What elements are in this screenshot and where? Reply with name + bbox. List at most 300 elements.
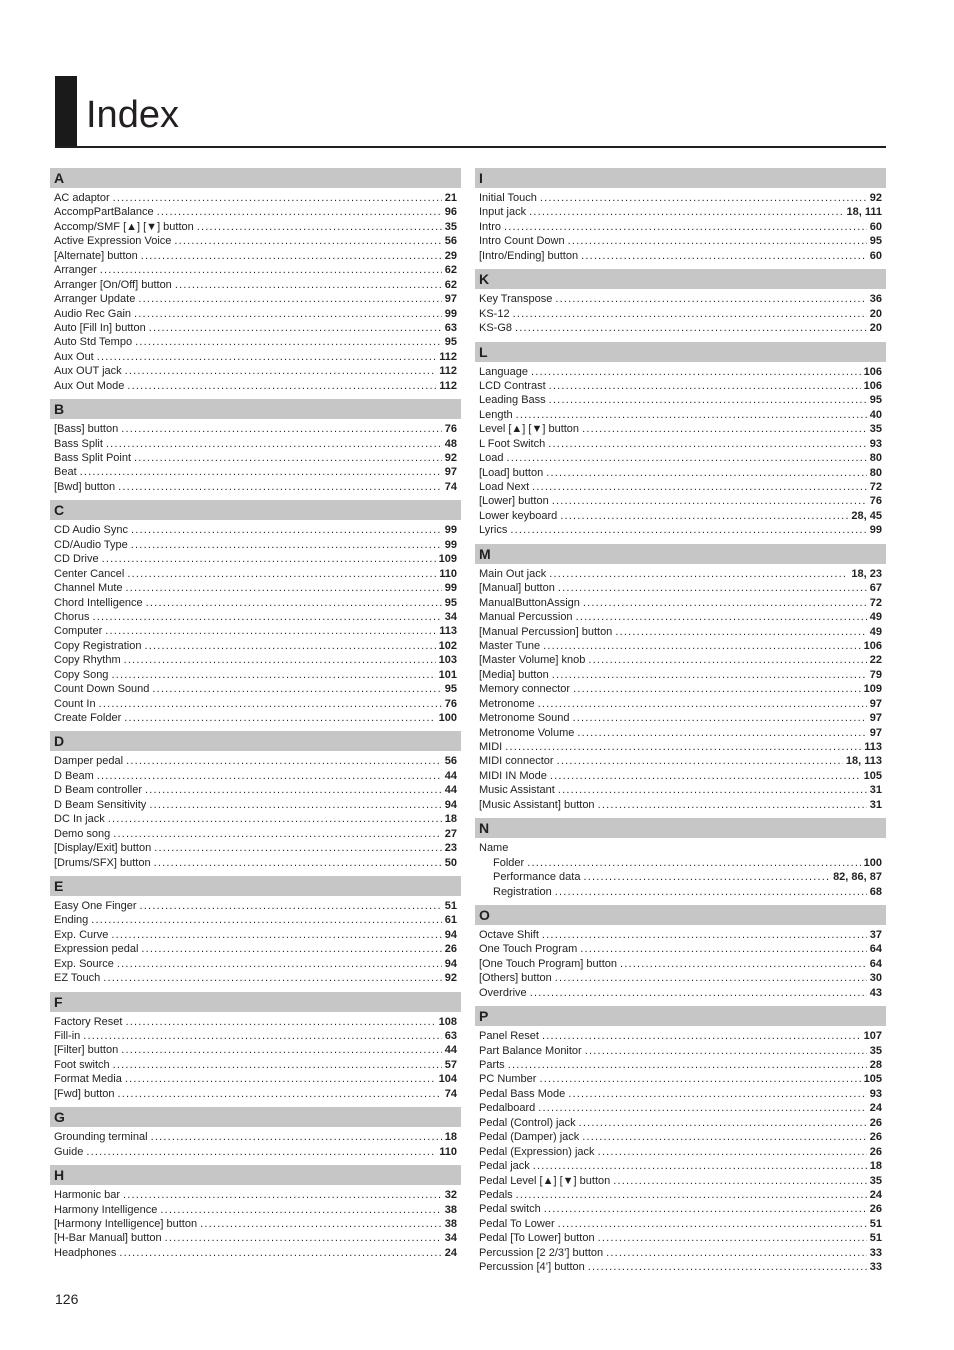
index-entry — [475, 798, 886, 812]
index-entry-pages: 63 — [444, 1030, 457, 1042]
dot-leader — [125, 1015, 435, 1029]
index-entry-pages: 102 — [438, 639, 457, 652]
dot-leader — [134, 307, 442, 321]
index-entry — [50, 191, 461, 205]
index-entry — [50, 350, 461, 364]
index-entry — [50, 205, 461, 219]
index-entry — [475, 711, 886, 725]
index-entry-pages: 99 — [444, 538, 457, 551]
dot-leader — [103, 971, 441, 985]
index-entry-pages: 56 — [444, 235, 457, 248]
index-entry-pages: 44 — [444, 784, 457, 797]
index-entry-label: Input jack — [479, 206, 527, 219]
dot-leader — [83, 1029, 441, 1043]
dot-leader — [113, 827, 441, 841]
dot-leader — [531, 365, 861, 379]
index-entry — [475, 1246, 886, 1260]
index-entry — [50, 856, 461, 870]
index-entry-pages: 43 — [869, 986, 882, 999]
index-entry — [50, 942, 461, 956]
index-entry — [475, 769, 886, 783]
index-entry — [475, 205, 886, 219]
section-letter-heading: C — [50, 500, 461, 520]
index-entry-pages: 30 — [869, 972, 882, 985]
dot-leader — [505, 740, 861, 754]
index-entry-label: KS-12 — [479, 307, 510, 320]
index-column-left — [50, 168, 461, 1266]
index-entry-label: L Foot Switch — [479, 437, 546, 450]
index-entry-label: Create Folder — [54, 712, 122, 724]
index-entry-pages: 99 — [869, 524, 882, 537]
index-entry — [50, 610, 461, 624]
index-entry-pages: 110 — [439, 1145, 457, 1158]
index-entry-label: Key Transpose — [479, 293, 553, 306]
index-entry-label: Load Next — [479, 481, 530, 493]
index-entry-label: Pedal jack — [479, 1160, 530, 1173]
index-entry — [475, 1145, 886, 1159]
index-entry-label: Count In — [54, 697, 96, 710]
index-entry-pages: 74 — [444, 480, 457, 493]
index-entry-pages: 23 — [444, 842, 457, 855]
index-entry — [50, 971, 461, 985]
dot-leader — [577, 726, 866, 740]
section-letter-heading: N — [475, 818, 886, 838]
index-entry-label: Registration — [493, 885, 552, 898]
index-entry-pages: 101 — [438, 668, 457, 681]
index-entry-pages: 36 — [869, 293, 882, 306]
index-entry-label: CD Audio Sync — [54, 524, 128, 537]
dot-leader — [141, 942, 441, 956]
index-entry — [475, 365, 886, 379]
dot-leader — [513, 307, 867, 321]
index-entry — [50, 783, 461, 797]
index-entry-label: Aux Out Mode — [54, 379, 125, 392]
dot-leader — [135, 335, 442, 349]
index-entry-pages: 97 — [444, 293, 457, 306]
index-entry-label: AC adaptor — [54, 192, 110, 204]
index-entry-label: Pedal (Damper) jack — [479, 1131, 580, 1144]
index-entry-pages: 97 — [444, 466, 457, 479]
index-entry-label: Accomp/SMF [▲] [▼] button — [54, 220, 194, 233]
index-entry-pages: 93 — [869, 437, 882, 450]
index-entry-label: D Beam Sensitivity — [54, 798, 147, 811]
index-entry — [475, 379, 886, 393]
dot-leader — [588, 1260, 867, 1274]
index-entry — [475, 393, 886, 407]
index-entry-pages: 92 — [444, 452, 457, 464]
index-entry — [50, 465, 461, 479]
index-entry-pages: 112 — [439, 365, 457, 378]
index-entry — [50, 451, 461, 465]
index-entry — [50, 1072, 461, 1086]
index-entry-pages: 18 — [869, 1160, 882, 1173]
dot-leader — [152, 682, 441, 696]
index-entry-label: Fill-in — [54, 1030, 81, 1042]
index-entry-pages: 22 — [869, 654, 882, 667]
dot-leader — [117, 957, 442, 971]
dot-leader — [102, 552, 436, 566]
index-entry-label: Demo song — [54, 827, 111, 840]
index-entry — [475, 466, 886, 480]
index-entry-label: One Touch Program — [479, 943, 578, 956]
dot-leader — [532, 480, 867, 494]
index-entry-label: [Media] button — [479, 668, 549, 681]
index-entry-pages: 110 — [439, 567, 457, 580]
index-entry — [50, 220, 461, 234]
dot-leader — [573, 682, 861, 696]
index-entry-label: [Lower] button — [479, 495, 549, 508]
index-entry-label: Pedalboard — [479, 1102, 536, 1115]
index-entry — [50, 1217, 461, 1231]
dot-leader — [555, 885, 867, 899]
dot-leader — [105, 624, 436, 638]
index-entry — [50, 335, 461, 349]
index-entry-pages: 20 — [869, 322, 882, 335]
index-entry — [50, 1203, 461, 1217]
dot-leader — [508, 1058, 867, 1072]
index-entry — [50, 437, 461, 451]
index-entry-pages: 40 — [869, 408, 882, 421]
index-entry — [475, 697, 886, 711]
index-entry-pages: 26 — [869, 1131, 882, 1144]
index-entry-label: Part Balance Monitor — [479, 1044, 582, 1057]
index-entry-pages: 33 — [869, 1261, 882, 1274]
dot-leader — [91, 913, 441, 927]
index-entry-pages: 50 — [444, 856, 457, 869]
index-entry-pages: 26 — [869, 1203, 882, 1216]
index-entry-pages: 94 — [444, 928, 457, 941]
dot-leader — [160, 1203, 441, 1217]
dot-leader — [552, 494, 867, 508]
index-entry-label: Format Media — [54, 1073, 122, 1086]
index-entry — [475, 1260, 886, 1274]
dot-leader — [615, 625, 866, 639]
index-entry-pages: 26 — [869, 1145, 882, 1158]
index-section-a — [50, 168, 461, 393]
index-entry-label: MIDI — [479, 741, 503, 753]
index-entry-pages: 99 — [444, 582, 457, 595]
index-entry-label: EZ Touch — [54, 972, 101, 985]
dot-leader — [538, 1101, 866, 1115]
index-entry — [475, 1188, 886, 1202]
index-entry — [475, 610, 886, 624]
index-entry-pages: 82, 86, 87 — [833, 871, 882, 884]
dot-leader — [108, 812, 442, 826]
index-entry-label: [Filter] button — [54, 1044, 119, 1057]
dot-leader — [580, 942, 867, 956]
dot-leader — [118, 1087, 442, 1101]
index-entry-label: Main Out jack — [479, 567, 547, 580]
index-entry-pages: 51 — [869, 1232, 882, 1245]
index-entry-pages: 93 — [869, 1087, 882, 1100]
index-entry — [475, 567, 886, 581]
dot-leader — [149, 321, 442, 335]
dot-leader — [546, 466, 867, 480]
index-entry-label: [Master Volume] knob — [479, 654, 586, 667]
index-entry-label: [Manual Percussion] button — [479, 625, 613, 638]
index-entry-pages: 56 — [444, 755, 457, 768]
dot-leader — [582, 1130, 866, 1144]
index-entry-label: Intro — [479, 220, 502, 233]
dot-leader — [100, 263, 442, 277]
dot-leader — [138, 292, 441, 306]
index-entry-pages: 63 — [444, 321, 457, 334]
index-entry-label: Auto [Fill In] button — [54, 321, 146, 334]
dot-leader — [598, 1231, 867, 1245]
index-entry-label: Folder — [493, 856, 525, 869]
dot-leader — [585, 1044, 867, 1058]
index-entry — [475, 1130, 886, 1144]
index-entry — [50, 234, 461, 248]
dot-leader — [125, 1072, 436, 1086]
index-entry-label: D Beam controller — [54, 784, 143, 797]
index-entry-label: Pedals — [479, 1188, 513, 1201]
section-letter-heading: E — [50, 876, 461, 896]
index-entry-pages: 27 — [444, 827, 457, 840]
index-entry — [475, 841, 886, 855]
dot-leader — [119, 1246, 441, 1260]
index-entry-label: Copy Rhythm — [54, 654, 121, 667]
index-entry-label: Harmonic bar — [54, 1189, 121, 1202]
index-entry — [50, 841, 461, 855]
index-entry-label: Initial Touch — [479, 192, 537, 204]
index-entry — [50, 596, 461, 610]
index-entry-label: Pedal Level [▲] [▼] button — [479, 1174, 611, 1187]
index-entry-label: Metronome Sound — [479, 712, 570, 725]
dot-leader — [579, 1116, 867, 1130]
index-entry-label: Computer — [54, 625, 103, 638]
index-entry — [475, 754, 886, 768]
index-entry-label: [Harmony Intelligence] button — [54, 1217, 198, 1230]
index-entry — [50, 1145, 461, 1159]
index-entry-label: Lower keyboard — [479, 509, 558, 522]
index-entry — [475, 1159, 886, 1173]
index-entry-label: D Beam — [54, 769, 94, 782]
index-entry-label: [Others] button — [479, 972, 552, 985]
index-entry-label: Arranger — [54, 264, 97, 277]
index-entry-label: Percussion [4’] button — [479, 1261, 585, 1274]
index-entry — [50, 263, 461, 277]
index-entry — [475, 1072, 886, 1086]
index-entry-label: Length — [479, 408, 513, 421]
index-entry-pages: 94 — [444, 957, 457, 970]
index-entry-pages: 106 — [863, 639, 882, 652]
index-entry-pages: 74 — [444, 1087, 457, 1100]
index-entry-pages: 28, 45 — [851, 509, 882, 522]
dot-leader — [510, 523, 866, 537]
index-section-f — [50, 992, 461, 1102]
index-entry-pages: 109 — [863, 683, 882, 696]
index-entry-pages: 49 — [869, 611, 882, 624]
dot-leader — [527, 856, 860, 870]
dot-leader — [598, 798, 867, 812]
index-entry-pages: 26 — [444, 943, 457, 956]
dot-leader — [533, 1159, 867, 1173]
dot-leader — [97, 350, 437, 364]
index-entry — [50, 812, 461, 826]
index-entry — [50, 624, 461, 638]
index-entry-label: Parts — [479, 1059, 505, 1071]
section-letter-heading: P — [475, 1006, 886, 1026]
index-entry — [50, 552, 461, 566]
index-entry-pages: 99 — [444, 307, 457, 320]
index-entry-pages: 29 — [444, 249, 457, 262]
index-entry-label: Pedal [To Lower] button — [479, 1232, 595, 1245]
dot-leader — [515, 321, 867, 335]
index-entry — [475, 494, 886, 508]
index-entry-pages: 76 — [444, 697, 457, 710]
index-entry — [475, 856, 886, 870]
dot-leader — [127, 379, 436, 393]
index-entry-pages: 103 — [438, 654, 457, 667]
index-section-g — [50, 1107, 461, 1159]
dot-leader — [555, 292, 866, 306]
index-entry-pages: 18, 113 — [845, 755, 882, 768]
index-entry — [50, 567, 461, 581]
index-section-i — [475, 168, 886, 263]
index-entry — [50, 913, 461, 927]
index-entry-label: Bass Split — [54, 437, 103, 450]
index-entry-label: Lyrics — [479, 524, 508, 537]
index-entry-label: [Display/Exit] button — [54, 842, 152, 855]
index-entry — [50, 581, 461, 595]
dot-leader — [131, 538, 442, 552]
index-entry — [475, 422, 886, 436]
index-entry — [50, 769, 461, 783]
index-entry-pages: 97 — [869, 712, 882, 725]
index-entry-label: [H-Bar Manual] button — [54, 1232, 162, 1245]
index-entry — [50, 523, 461, 537]
title-rule — [55, 146, 886, 148]
dot-leader — [540, 191, 867, 205]
dot-leader — [141, 249, 442, 263]
index-entry — [475, 1029, 886, 1043]
index-entry-label: Pedal (Expression) jack — [479, 1145, 595, 1158]
index-entry-label: Performance data — [493, 871, 581, 884]
index-entry-label: Expression pedal — [54, 943, 139, 956]
dot-leader — [548, 437, 867, 451]
index-entry-pages: 60 — [869, 220, 882, 233]
index-entry — [475, 1058, 886, 1072]
dot-leader — [126, 754, 442, 768]
dot-leader — [542, 1029, 861, 1043]
index-entry-pages: 32 — [444, 1189, 457, 1202]
dot-leader — [538, 697, 867, 711]
index-entry-pages: 35 — [869, 1044, 882, 1057]
dot-leader — [80, 465, 442, 479]
index-entry-pages: 79 — [869, 668, 882, 681]
dot-leader — [504, 220, 867, 234]
index-entry-pages: 113 — [864, 741, 882, 753]
index-entry — [475, 581, 886, 595]
title-accent-bar — [55, 76, 77, 147]
index-entry-label: Pedal To Lower — [479, 1217, 555, 1230]
index-entry — [475, 220, 886, 234]
index-entry-pages: 64 — [869, 943, 882, 956]
index-section-k — [475, 269, 886, 335]
index-entry-label: Memory connector — [479, 683, 571, 696]
index-entry-pages: 76 — [869, 495, 882, 508]
dot-leader — [106, 437, 442, 451]
index-entry-pages: 72 — [869, 596, 882, 609]
dot-leader — [157, 205, 442, 219]
index-entry — [475, 249, 886, 263]
index-entry — [475, 971, 886, 985]
index-column-right — [475, 168, 886, 1281]
dot-leader — [113, 191, 442, 205]
index-entry-pages: 106 — [863, 365, 882, 378]
index-entry-pages: 21 — [444, 192, 457, 204]
index-entry-pages: 60 — [869, 249, 882, 262]
index-entry — [50, 480, 461, 494]
index-entry-label: [Load] button — [479, 466, 544, 479]
dot-leader — [174, 234, 441, 248]
index-entry-label: [Manual] button — [479, 582, 555, 595]
index-section-o — [475, 905, 886, 1000]
index-entry — [475, 986, 886, 1000]
index-entry-label: Level [▲] [▼] button — [479, 423, 580, 436]
index-entry-pages: 100 — [863, 856, 882, 869]
index-entry — [475, 783, 886, 797]
index-entry — [475, 234, 886, 248]
index-entry-pages: 95 — [444, 596, 457, 609]
section-letter-heading: G — [50, 1107, 461, 1127]
index-entry-pages: 33 — [869, 1246, 882, 1259]
index-section-p — [475, 1006, 886, 1274]
index-entry-pages: 24 — [444, 1246, 457, 1259]
index-entry — [475, 307, 886, 321]
index-entry-label: DC In jack — [54, 813, 105, 826]
page-number: 126 — [55, 1291, 79, 1307]
index-entry — [50, 798, 461, 812]
index-entry-pages: 80 — [869, 466, 882, 479]
dot-leader — [558, 1217, 867, 1231]
index-entry — [475, 870, 886, 884]
dot-leader — [111, 668, 435, 682]
dot-leader — [620, 957, 867, 971]
index-entry-label: Pedal Bass Mode — [479, 1087, 566, 1100]
index-entry-label: [One Touch Program] button — [479, 957, 617, 970]
dot-leader — [544, 1202, 867, 1216]
index-entry-label: PC Number — [479, 1073, 537, 1086]
dot-leader — [555, 971, 867, 985]
index-entry-pages: 44 — [444, 1044, 457, 1057]
index-entry-pages: 104 — [438, 1073, 457, 1086]
index-entry — [475, 682, 886, 696]
index-entry — [475, 726, 886, 740]
index-entry-label: Arranger Update — [54, 293, 136, 306]
index-entry-pages: 62 — [444, 264, 457, 277]
index-entry — [475, 321, 886, 335]
index-entry — [475, 668, 886, 682]
index-entry-label: CD Drive — [54, 553, 99, 566]
index-entry-pages: 51 — [444, 899, 457, 912]
index-entry-pages: 68 — [869, 885, 882, 898]
index-entry — [50, 668, 461, 682]
index-section-n — [475, 818, 886, 899]
index-entry-label: Percussion [2 2/3’] button — [479, 1246, 604, 1259]
index-entry — [475, 292, 886, 306]
dot-leader — [582, 422, 867, 436]
dot-leader — [151, 1130, 442, 1144]
dot-leader — [124, 711, 435, 725]
index-entry-label: Aux Out — [54, 350, 94, 363]
index-entry-pages: 18, 23 — [851, 567, 882, 580]
index-entry-pages: 26 — [869, 1116, 882, 1129]
index-entry-label: Chorus — [54, 610, 90, 623]
index-entry-pages: 57 — [444, 1058, 457, 1071]
dot-leader — [113, 1058, 442, 1072]
